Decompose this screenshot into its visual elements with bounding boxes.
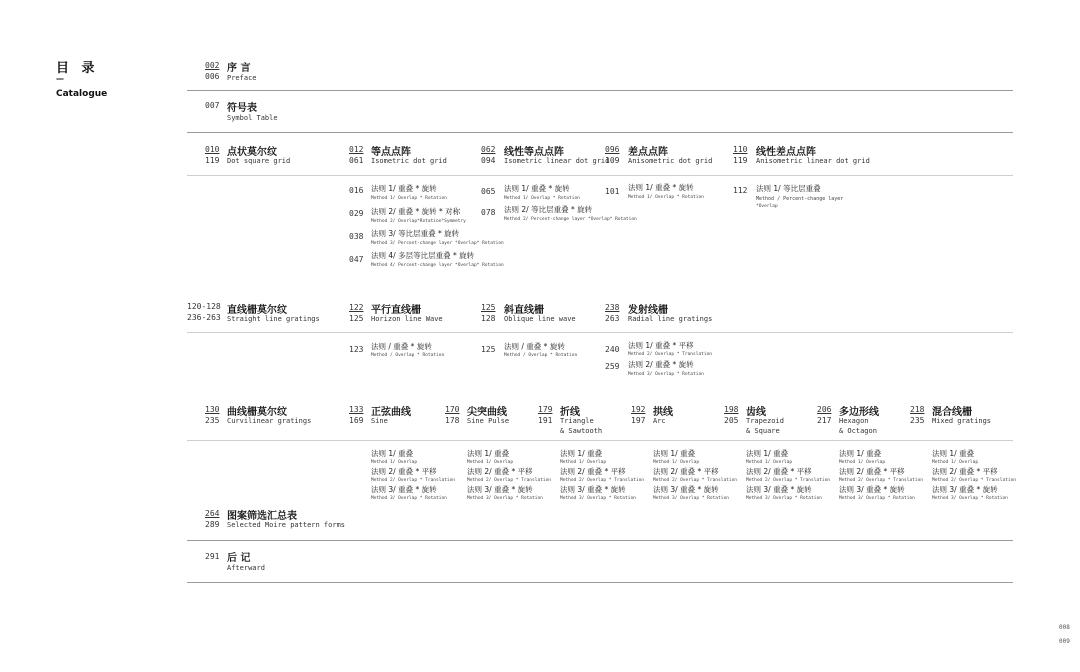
symbol-table-en[interactable]: Symbol Table bbox=[227, 114, 278, 122]
afterword-en[interactable]: Afterward bbox=[227, 564, 265, 572]
divider bbox=[187, 175, 1013, 176]
method-1-en: Method 1/ Overlap bbox=[467, 460, 514, 465]
curvi-sub-en[interactable]: Mixed gratings bbox=[932, 417, 992, 425]
curvi-sub-en[interactable]: Hexagon bbox=[839, 417, 869, 425]
method-3-zh[interactable]: 法则 3/ 重叠 * 旋转 bbox=[746, 485, 812, 494]
page-start: 192 bbox=[631, 405, 646, 414]
straight-sub-en[interactable]: Horizon line Wave bbox=[371, 315, 443, 323]
method-2-en: Method 2/ Overlap * Translation bbox=[653, 478, 737, 483]
preface-en[interactable]: Preface bbox=[227, 74, 257, 82]
straight-sub-en[interactable]: Radial line gratings bbox=[628, 315, 713, 323]
method-page: 078 bbox=[481, 208, 496, 217]
method-en: Method 4/ Percent-change layer *Overlap* Rotation bbox=[371, 263, 504, 268]
method-en: Method / Overlap * Rotation bbox=[504, 353, 578, 358]
page-end: 128 bbox=[481, 314, 496, 323]
selected-page-end: 289 bbox=[205, 520, 220, 529]
divider bbox=[187, 582, 1013, 583]
curvi-page-end: 235 bbox=[205, 416, 220, 425]
method-page: 038 bbox=[349, 232, 364, 241]
curvi-method-block bbox=[932, 449, 1016, 503]
curvi-sub-pages bbox=[631, 404, 645, 426]
method-page: 123 bbox=[349, 345, 364, 354]
dot-sub-zh[interactable]: 等点点阵 bbox=[371, 147, 411, 158]
curvi-sub-zh[interactable]: 多边形线 bbox=[839, 407, 879, 418]
method-2-zh[interactable]: 法则 2/ 重叠 * 平移 bbox=[371, 467, 437, 476]
curvi-method-block bbox=[371, 449, 455, 503]
method-3-zh[interactable]: 法则 3/ 重叠 * 旋转 bbox=[560, 485, 626, 494]
dot-sub-zh[interactable]: 线性等点点阵 bbox=[504, 147, 564, 158]
dot-grid-zh[interactable]: 点状莫尔纹 bbox=[227, 147, 277, 158]
page-start: 110 bbox=[733, 145, 748, 154]
dot-sub-pages bbox=[733, 144, 747, 166]
curvi-sub-pages bbox=[445, 404, 459, 426]
method-3-en: Method 3/ Overlap * Rotation bbox=[371, 496, 447, 501]
preface-pages bbox=[205, 60, 219, 82]
straight-sub-zh[interactable]: 斜直线栅 bbox=[504, 305, 544, 316]
curvi-sub-pages bbox=[817, 404, 831, 426]
method-page: 065 bbox=[481, 187, 496, 196]
symbol-page: 007 bbox=[205, 101, 220, 110]
page-end: 235 bbox=[910, 416, 925, 425]
selected-forms-en[interactable]: Selected Moire pattern forms bbox=[227, 521, 346, 529]
method-zh[interactable]: 法则 / 重叠 * 旋转 bbox=[371, 342, 432, 351]
dot-page-end: 119 bbox=[205, 156, 220, 165]
method-2-en: Method 2/ Overlap * Translation bbox=[932, 478, 1016, 483]
method-3-zh[interactable]: 法则 3/ 重叠 * 旋转 bbox=[371, 485, 437, 494]
method-3-en: Method 3/ Overlap * Rotation bbox=[839, 496, 915, 501]
method-3-en: Method 3/ Overlap * Rotation bbox=[653, 496, 729, 501]
dot-sub-pages bbox=[481, 144, 495, 166]
straight-page-range-1: 120-128 bbox=[187, 302, 221, 311]
curvi-method-block bbox=[467, 449, 551, 503]
dot-sub-en[interactable]: Anisometric dot grid bbox=[628, 157, 713, 165]
page-start: 206 bbox=[817, 405, 832, 414]
preface-page-end: 006 bbox=[205, 72, 220, 81]
dot-page-start: 010 bbox=[205, 145, 220, 154]
curvi-page-start: 130 bbox=[205, 405, 220, 414]
method-page: 125 bbox=[481, 345, 496, 354]
method-zh[interactable]: 法则 1/ 重叠 * 旋转 bbox=[371, 184, 437, 193]
method-en-line2: *Overlap bbox=[756, 204, 778, 209]
page-number-right: 009 bbox=[1059, 638, 1070, 645]
method-zh[interactable]: 法则 1/ 重叠 * 旋转 bbox=[628, 183, 694, 192]
method-en: Method 1/ Overlap * Rotation bbox=[504, 196, 580, 201]
method-1-zh[interactable]: 法则 1/ 重叠 bbox=[371, 449, 414, 458]
symbol-table-zh[interactable]: 符号表 bbox=[227, 103, 257, 114]
divider bbox=[187, 132, 1013, 133]
curvi-sub-zh[interactable]: 拱线 bbox=[653, 407, 673, 418]
method-zh[interactable]: 法则 / 重叠 * 旋转 bbox=[504, 342, 565, 351]
dot-sub-zh[interactable]: 差点点阵 bbox=[628, 147, 668, 158]
page-start: 198 bbox=[724, 405, 739, 414]
curvi-sub-pages bbox=[724, 404, 738, 426]
curvi-sub-zh[interactable]: 混合线栅 bbox=[932, 407, 972, 418]
method-en: Method 3/ Overlap * Rotation bbox=[628, 372, 704, 377]
dot-sub-pages bbox=[605, 144, 619, 166]
page-end: 178 bbox=[445, 416, 460, 425]
curvi-sub-zh[interactable]: 齿线 bbox=[746, 407, 766, 418]
curvi-sub-en-line2: & Sawtooth bbox=[560, 427, 603, 435]
method-2-en: Method 2/ Overlap * Translation bbox=[746, 478, 830, 483]
page-end: 125 bbox=[349, 314, 364, 323]
method-en: Method 2/ Percent-change layer *Overlap* Rotation bbox=[504, 217, 637, 222]
method-page: 240 bbox=[605, 345, 620, 354]
method-2-en: Method 2/ Overlap * Translation bbox=[560, 478, 644, 483]
method-3-zh[interactable]: 法则 3/ 重叠 * 旋转 bbox=[839, 485, 905, 494]
method-2-zh[interactable]: 法则 2/ 重叠 * 平移 bbox=[746, 467, 812, 476]
method-1-en: Method 1/ Overlap bbox=[746, 460, 793, 465]
curvi-sub-zh[interactable]: 折线 bbox=[560, 407, 580, 418]
preface-page-start: 002 bbox=[205, 61, 220, 70]
page-end: 217 bbox=[817, 416, 832, 425]
page-end: 263 bbox=[605, 314, 620, 323]
method-en: Method 2/ Overlap*Rotation*Symmetry bbox=[371, 219, 466, 224]
afterword-page: 291 bbox=[205, 552, 220, 561]
method-1-zh[interactable]: 法则 1/ 重叠 bbox=[560, 449, 603, 458]
method-3-zh[interactable]: 法则 3/ 重叠 * 旋转 bbox=[653, 485, 719, 494]
dot-sub-en[interactable]: Isometric linear dot grid bbox=[504, 157, 610, 165]
curvi-method-block bbox=[746, 449, 830, 503]
straight-grating-en[interactable]: Straight line gratings bbox=[227, 315, 320, 323]
curvi-sub-en[interactable]: Trapezoid bbox=[746, 417, 784, 425]
catalogue-dash: — bbox=[56, 74, 64, 83]
straight-sub-pages bbox=[481, 302, 495, 324]
method-zh[interactable]: 法则 4/ 多层等比层重叠 * 旋转 bbox=[371, 251, 475, 260]
method-2-zh[interactable]: 法则 2/ 重叠 * 平移 bbox=[653, 467, 719, 476]
method-en: Method / Percent-change layer bbox=[756, 196, 844, 202]
method-zh[interactable]: 法则 1/ 重叠 * 平移 bbox=[628, 341, 694, 350]
divider bbox=[187, 540, 1013, 541]
method-1-en: Method 1/ Overlap bbox=[653, 460, 700, 465]
page-start: 125 bbox=[481, 303, 496, 312]
method-1-zh[interactable]: 法则 1/ 重叠 bbox=[653, 449, 696, 458]
page-start: 122 bbox=[349, 303, 364, 312]
method-2-zh[interactable]: 法则 2/ 重叠 * 平移 bbox=[932, 467, 998, 476]
curvi-sub-en-line2: & Square bbox=[746, 427, 780, 435]
curvi-sub-pages bbox=[349, 404, 363, 426]
dot-sub-en[interactable]: Anisometric linear dot grid bbox=[756, 157, 870, 165]
divider bbox=[187, 332, 1013, 333]
method-2-zh[interactable]: 法则 2/ 重叠 * 平移 bbox=[839, 467, 905, 476]
method-en: Method 1/ Overlap * Rotation bbox=[371, 196, 447, 201]
selected-forms-zh[interactable]: 图案筛选汇总表 bbox=[227, 511, 297, 522]
method-zh[interactable]: 法则 2/ 重叠 * 旋转 * 对称 bbox=[371, 207, 461, 216]
method-1-en: Method 1/ Overlap bbox=[932, 460, 979, 465]
straight-page-range-2: 236-263 bbox=[187, 313, 221, 322]
page-end: 061 bbox=[349, 156, 364, 165]
method-en: Method 1/ Overlap * Rotation bbox=[628, 195, 704, 200]
method-en: Method / Overlap * Rotation bbox=[371, 353, 445, 358]
divider bbox=[187, 90, 1013, 91]
method-page: 259 bbox=[605, 362, 620, 371]
method-zh[interactable]: 法则 2/ 等比层重叠 * 旋转 bbox=[504, 205, 593, 214]
catalogue-title-zh: 目 录 bbox=[56, 61, 99, 76]
page-start: 133 bbox=[349, 405, 364, 414]
method-3-zh[interactable]: 法则 3/ 重叠 * 旋转 bbox=[467, 485, 533, 494]
method-1-zh[interactable]: 法则 1/ 重叠 bbox=[932, 449, 975, 458]
curvi-sub-zh[interactable]: 正弦曲线 bbox=[371, 407, 411, 418]
curvi-sub-pages bbox=[538, 404, 552, 426]
method-zh[interactable]: 法则 3/ 等比层重叠 * 旋转 bbox=[371, 229, 460, 238]
method-page: 047 bbox=[349, 255, 364, 264]
curvi-sub-en[interactable]: Sine Pulse bbox=[467, 417, 510, 425]
method-zh[interactable]: 法则 2/ 重叠 * 旋转 bbox=[628, 360, 694, 369]
method-1-zh[interactable]: 法则 1/ 重叠 bbox=[746, 449, 789, 458]
curvi-method-block bbox=[839, 449, 923, 503]
method-2-en: Method 2/ Overlap * Translation bbox=[371, 478, 455, 483]
method-3-en: Method 3/ Overlap * Rotation bbox=[560, 496, 636, 501]
method-3-en: Method 3/ Overlap * Rotation bbox=[467, 496, 543, 501]
page-end: 197 bbox=[631, 416, 646, 425]
method-3-en: Method 3/ Overlap * Rotation bbox=[746, 496, 822, 501]
curvi-grating-en[interactable]: Curvilinear gratings bbox=[227, 417, 312, 425]
method-1-en: Method 1/ Overlap bbox=[371, 460, 418, 465]
curvi-sub-en[interactable]: Triangle bbox=[560, 417, 594, 425]
page-end: 109 bbox=[605, 156, 620, 165]
curvi-sub-en-line2: & Octagon bbox=[839, 427, 877, 435]
afterword-zh[interactable]: 后 记 bbox=[227, 553, 251, 564]
divider bbox=[187, 440, 1013, 441]
method-2-en: Method 2/ Overlap * Translation bbox=[467, 478, 551, 483]
dot-sub-en[interactable]: Isometric dot grid bbox=[371, 157, 447, 165]
curvi-method-block bbox=[653, 449, 737, 503]
page-end: 094 bbox=[481, 156, 496, 165]
method-2-zh[interactable]: 法则 2/ 重叠 * 平移 bbox=[467, 467, 533, 476]
page-number-left: 008 bbox=[1059, 624, 1070, 631]
curvi-sub-pages bbox=[910, 404, 924, 426]
method-2-en: Method 2/ Overlap * Translation bbox=[839, 478, 923, 483]
straight-sub-zh[interactable]: 发射线栅 bbox=[628, 305, 668, 316]
curvi-sub-en[interactable]: Arc bbox=[653, 417, 666, 425]
curvi-pages bbox=[205, 404, 219, 426]
page-end: 119 bbox=[733, 156, 748, 165]
curvi-grating-zh[interactable]: 曲线栅莫尔纹 bbox=[227, 407, 287, 418]
method-zh[interactable]: 法则 1/ 重叠 * 旋转 bbox=[504, 184, 570, 193]
page-start: 218 bbox=[910, 405, 925, 414]
method-page: 029 bbox=[349, 209, 364, 218]
page-start: 179 bbox=[538, 405, 553, 414]
method-3-zh[interactable]: 法则 3/ 重叠 * 旋转 bbox=[932, 485, 998, 494]
page-start: 238 bbox=[605, 303, 620, 312]
page-end: 191 bbox=[538, 416, 553, 425]
straight-pages bbox=[187, 301, 221, 323]
method-1-en: Method 1/ Overlap bbox=[560, 460, 607, 465]
method-page: 016 bbox=[349, 186, 364, 195]
straight-sub-zh[interactable]: 平行直线栅 bbox=[371, 305, 421, 316]
dot-sub-zh[interactable]: 线性差点点阵 bbox=[756, 147, 816, 158]
straight-sub-pages bbox=[605, 302, 619, 324]
dot-grid-en[interactable]: Dot square grid bbox=[227, 157, 291, 165]
catalogue-title-en: Catalogue bbox=[56, 89, 108, 99]
selected-page-start: 264 bbox=[205, 509, 220, 518]
method-1-zh[interactable]: 法则 1/ 重叠 bbox=[839, 449, 882, 458]
method-zh[interactable]: 法则 1/ 等比层重叠 bbox=[756, 184, 821, 193]
page-start: 012 bbox=[349, 145, 364, 154]
curvi-sub-zh[interactable]: 尖突曲线 bbox=[467, 407, 507, 418]
method-page: 101 bbox=[605, 187, 620, 196]
method-1-en: Method 1/ Overlap bbox=[839, 460, 886, 465]
method-en: Method 3/ Percent-change layer *Overlap* Rotation bbox=[371, 241, 504, 246]
straight-sub-en[interactable]: Oblique line wave bbox=[504, 315, 576, 323]
straight-sub-pages bbox=[349, 302, 363, 324]
page-start: 062 bbox=[481, 145, 496, 154]
method-en: Method 2/ Overlap * Translation bbox=[628, 352, 712, 357]
preface-zh[interactable]: 序 言 bbox=[227, 63, 251, 74]
dot-sub-pages bbox=[349, 144, 363, 166]
curvi-method-block bbox=[560, 449, 644, 503]
method-1-zh[interactable]: 法则 1/ 重叠 bbox=[467, 449, 510, 458]
dot-pages bbox=[205, 144, 219, 166]
page-start: 096 bbox=[605, 145, 620, 154]
curvi-sub-en[interactable]: Sine bbox=[371, 417, 388, 425]
page-end: 169 bbox=[349, 416, 364, 425]
page-start: 170 bbox=[445, 405, 460, 414]
straight-grating-zh[interactable]: 直线栅莫尔纹 bbox=[227, 305, 287, 316]
method-page: 112 bbox=[733, 186, 748, 195]
page-end: 205 bbox=[724, 416, 739, 425]
method-3-en: Method 3/ Overlap * Rotation bbox=[932, 496, 1008, 501]
selected-pages bbox=[205, 508, 219, 530]
method-2-zh[interactable]: 法则 2/ 重叠 * 平移 bbox=[560, 467, 626, 476]
